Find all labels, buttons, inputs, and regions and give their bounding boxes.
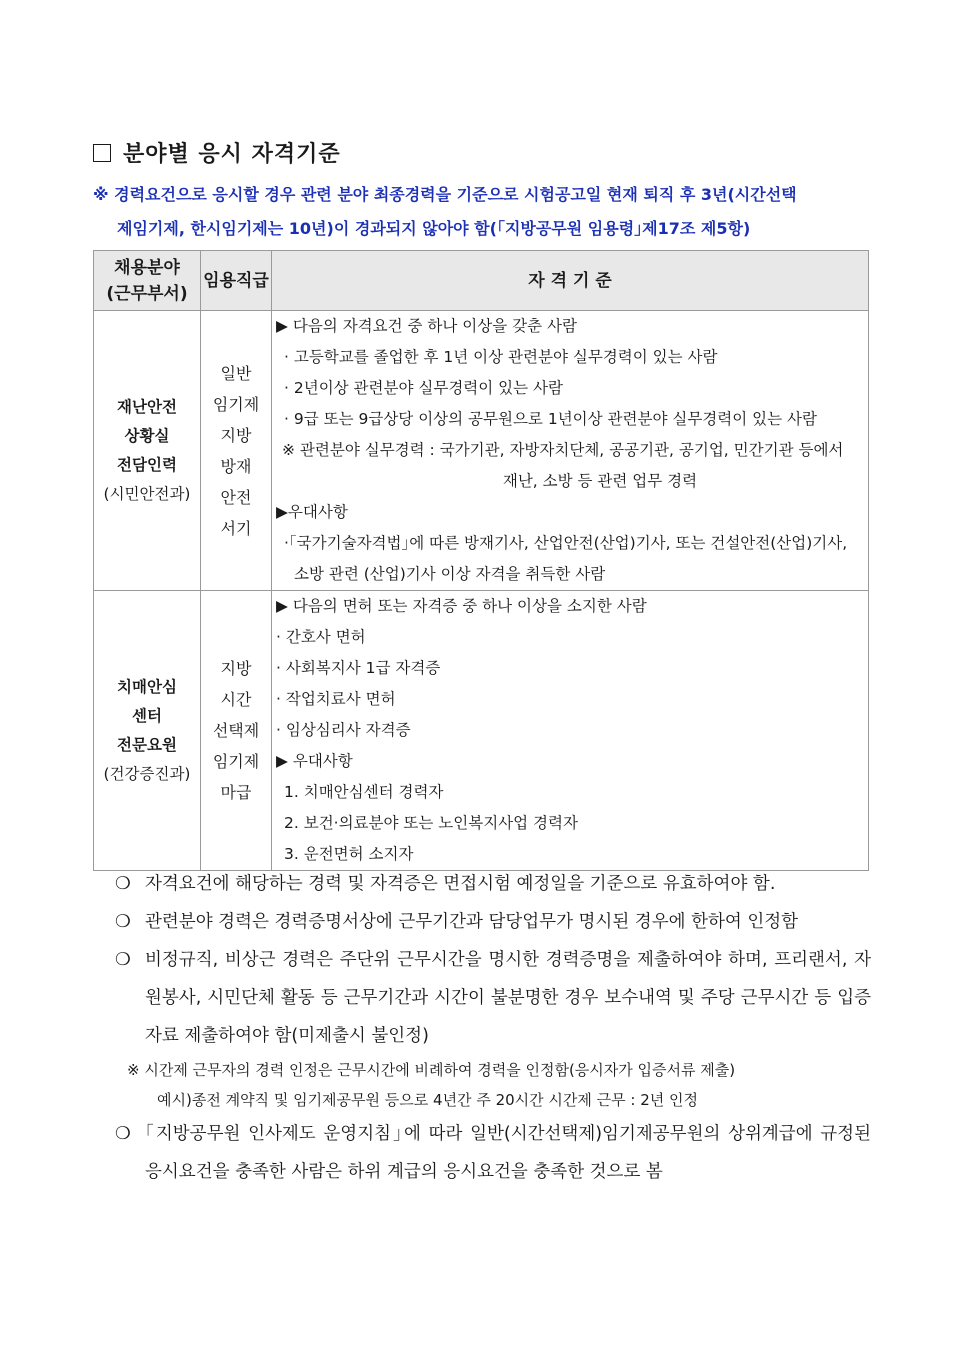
criteria-line: · 2년이상 관련분야 실무경력이 있는 사람 (284, 379, 563, 397)
criteria-line: · 임상심리사 자격증 (276, 721, 411, 739)
criteria-line: · 9급 또는 9급상당 이상의 공무원으로 1년이상 관련분야 실무경력이 있는 사람 (284, 410, 817, 428)
section-heading-text: 분야별 응시 자격기준 (123, 142, 341, 167)
criteria-line: · 간호사 면허 (276, 628, 366, 646)
criteria-line: ▶ 다음의 자격요건 중 하나 이상을 갖춘 사람 (276, 317, 577, 335)
criteria-line: 2. 보건·의료분야 또는 노인복지사업 경력자 (284, 814, 578, 832)
list-item: ❍ 관련분야 경력은 경력증명서상에 근무기간과 담당업무가 명시된 경우에 한하여 인정함 (115, 903, 871, 941)
circle-bullet-icon: ❍ (115, 912, 131, 932)
checkbox-icon (93, 144, 111, 162)
circle-bullet-icon: ❍ (115, 1124, 131, 1144)
criteria-line: 3. 운전면허 소지자 (284, 845, 414, 863)
header-criteria: 자 격 기 준 (272, 251, 869, 311)
criteria-line: ※ 관련분야 실무경력 : 국가기관, 자방자치단체, 공공기관, 공기업, 민간기관 등에서 (282, 441, 844, 459)
experience-notice (93, 178, 873, 246)
section-heading (93, 137, 341, 168)
circle-bullet-icon: ❍ (115, 874, 131, 894)
criteria-line: ▶우대사항 (276, 503, 348, 521)
circle-bullet-icon: ❍ (115, 950, 131, 970)
part-time-note: ※ 시간제 근무자의 경력 인정은 근무시간에 비례하여 경력을 인정함(응시자가 입증서류 제출) 예시)종전 계약직 및 임기제공무원 등으로 4년간 주 20시간 시간제 근무 : 2년 인정 (127, 1061, 736, 1109)
list-item: ❍ 비정규직, 비상근 경력은 주단위 근무시간을 명시한 경력증명을 제출하여야 하며, 프리랜서, 자원봉사, 시민단체 활동 등 근무기간과 시간이 불분명한 경우 보수내역 및 주당 근무시간 등 입증자료 제출하여야 함(미제출시 불인정) (115, 941, 871, 1055)
notice-line-2: 제임기제, 한시임기제는 10년)이 경과되지 않아야 함(｢지방공무원 임용령｣제17조 제5항) (117, 219, 751, 238)
list-item: ❍ 자격요건에 해당하는 경력 및 자격증은 면접시험 예정일을 기준으로 유효하여야 함. (115, 865, 871, 903)
criteria-line: ▶ 우대사항 (276, 752, 353, 770)
qualification-table (93, 250, 869, 871)
table-row (94, 591, 869, 871)
position-cell: 일반 임기제 지방 방재 안전 서기 (201, 311, 272, 591)
list-item: ❍ ｢지방공무원 인사제도 운영지침｣에 따라 일반(시간선택제)임기제공무원의 상위계급에 규정된 응시요건을 충족한 사람은 하위 계급의 응시요건을 충족한 것으로 봄 (115, 1115, 871, 1191)
criteria-line: 소방 관련 (산업)기사 이상 자격을 취득한 사람 (294, 565, 606, 583)
criteria-cell (272, 591, 869, 871)
notice-line-1: ※ 경력요건으로 응시할 경우 관련 분야 최종경력을 기준으로 시험공고일 현재 퇴직 후 3년(시간선택 (93, 185, 797, 204)
table-header-row (94, 251, 869, 311)
criteria-line: 재난, 소방 등 관련 업무 경력 (502, 472, 698, 490)
criteria-line: · 작업치료사 면허 (276, 690, 396, 708)
criteria-line: · 고등학교를 졸업한 후 1년 이상 관련분야 실무경력이 있는 사람 (284, 348, 718, 366)
criteria-cell (272, 311, 869, 591)
header-field: 채용분야 (근무부서) (94, 251, 201, 311)
dept-cell: 치매안심 센터 전문요원 (건강증진과) (94, 591, 201, 871)
position-cell: 지방 시간 선택제 임기제 마급 (201, 591, 272, 871)
criteria-line: ·｢국가기술자격법｣에 따른 방재기사, 산업안전(산업)기사, 또는 건설안전(산업)기사, (284, 534, 848, 552)
dept-cell: 재난안전 상황실 전담인력 (시민안전과) (94, 311, 201, 591)
header-position: 임용직급 (201, 251, 272, 311)
table-row (94, 311, 869, 591)
criteria-line: · 사회복지사 1급 자격증 (276, 659, 441, 677)
criteria-line: ▶ 다음의 면허 또는 자격증 중 하나 이상을 소지한 사람 (276, 597, 647, 615)
notes-list (115, 865, 871, 1191)
criteria-line: 1. 치매안심센터 경력자 (284, 783, 444, 801)
